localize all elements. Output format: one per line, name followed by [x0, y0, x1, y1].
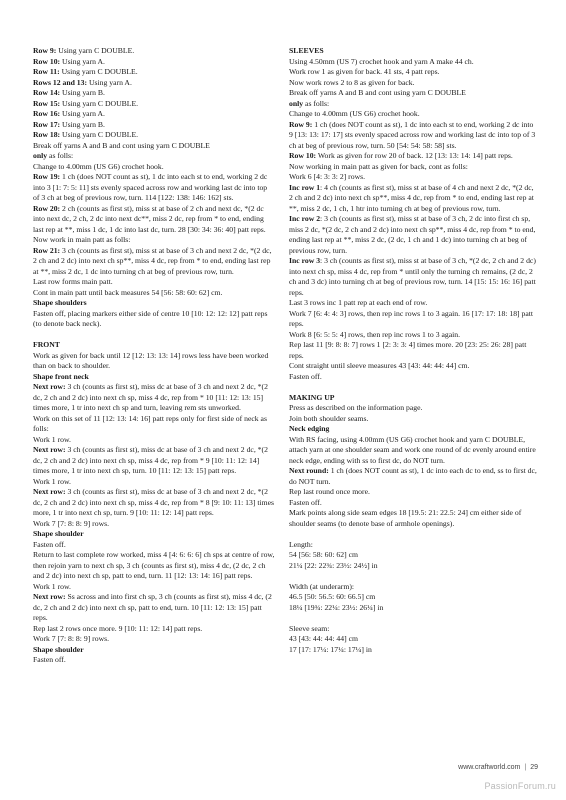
pattern-line	[289, 57, 537, 68]
pattern-line	[289, 634, 537, 645]
instruction-text: Now work rows 2 to 8 as given for back.	[289, 77, 415, 87]
bold-label: Row 19:	[33, 172, 61, 181]
pattern-line	[289, 151, 537, 162]
bold-label: Row 21:	[33, 245, 61, 255]
instruction-text: Length:	[289, 539, 313, 549]
bold-label: Next row:	[33, 592, 66, 601]
instruction-text: Using yarn C DOUBLE.	[59, 67, 138, 76]
instruction-text: Using yarn C DOUBLE.	[60, 98, 139, 108]
instruction-text: Width (at underarm):	[289, 581, 355, 591]
bold-label: Row 10:	[289, 151, 317, 160]
pattern-line	[33, 141, 275, 152]
pattern-line	[289, 592, 537, 603]
instruction-text: 18¼ [19¾: 22¼: 23½: 26¼] in	[289, 602, 384, 612]
pattern-line	[33, 477, 275, 488]
bold-label: Shape shoulder	[33, 644, 84, 654]
instruction-text: as folls:	[47, 151, 74, 160]
instruction-text: 43 [43: 44: 44: 44] cm	[289, 634, 358, 643]
pattern-line	[289, 309, 537, 330]
instruction-text: Work 1 row.	[33, 476, 71, 486]
instruction-text: Work 8 [6: 5: 5: 4] rows, then rep inc rows 1 to 3 again.	[289, 329, 461, 339]
instruction-text: : 3 ch (counts as first st), miss st at base of 3 ch, *(2 dc, 2 ch and 2 dc) into next ch sp, miss 4 dc, rep from * until only the turning ch remains, (2 dc, 2 ch and 3 dc) into turning ch at beg of previous row, turn. 14 [15: 15: 16: 16] patt reps.	[289, 256, 536, 297]
pattern-line	[289, 183, 537, 215]
instruction-text: Work 7 [7: 8: 8: 9] rows.	[33, 518, 110, 528]
pattern-line	[289, 403, 537, 414]
instruction-text: Work 7 [7: 8: 8: 9] rows.	[33, 634, 110, 643]
pattern-line	[289, 424, 537, 435]
instruction-text: Rep last 2 rows once more. 9 [10: 11: 12: 14] patt reps.	[33, 623, 203, 633]
pattern-line	[289, 361, 537, 372]
pattern-line	[289, 67, 537, 78]
pattern-line	[289, 88, 537, 99]
footer-separator: |	[524, 764, 527, 771]
instruction-text: Using yarn A.	[87, 77, 132, 87]
instruction-text: Fasten off, placing markers either side of centre 10 [10: 12: 12: 12] patt reps (to denote back neck).	[33, 308, 268, 328]
pattern-line	[33, 309, 275, 330]
footer-site: www.craftworld.com	[458, 764, 521, 771]
pattern-line	[289, 603, 537, 614]
bold-label: Row 14:	[33, 88, 61, 97]
instruction-text: Break off yarns A and B and cont using yarn C DOUBLE	[289, 88, 466, 97]
page-number: 29	[530, 764, 538, 771]
bold-label: Row 9:	[289, 119, 313, 129]
instruction-text: 46.5 [50: 56.5: 60: 66.5] cm	[289, 592, 376, 601]
pattern-line	[289, 582, 537, 593]
bold-label: Row 16:	[33, 109, 61, 118]
instruction-text: Fasten off.	[33, 539, 66, 549]
pattern-line	[289, 256, 537, 298]
pattern-line	[33, 592, 275, 624]
pattern-line	[33, 624, 275, 635]
pattern-line	[33, 120, 275, 131]
pattern-line	[33, 78, 275, 89]
pattern-line	[289, 162, 537, 173]
instruction-text: Work 1 row.	[33, 434, 71, 444]
pattern-line	[289, 340, 537, 361]
bold-label: Next row:	[33, 487, 66, 496]
instruction-text: 3 ch (counts as first st), miss dc at base of 3 ch and next 2 dc, *(2 dc, 2 ch and 2 dc) into next ch sp, miss 4 dc, rep from * 8 [9: 10: 11: 13] times more, 1 tr into next ch sp, turn. 9 [10: 11: 12: 14] patt reps.	[33, 487, 274, 517]
paragraph-gap	[289, 613, 537, 624]
bold-label: Shape front neck	[33, 371, 89, 381]
pattern-line	[33, 519, 275, 530]
instruction-text: 3 ch (counts as first st), miss st at base of 3 ch and next 2 dc, *(2 dc, 2 ch and 2 dc) into next ch sp**, miss 4 dc, rep from * to end, ending last rep at **, miss 2 dc, 1 dc into turning ch at beg of previous row, turn.	[33, 245, 272, 276]
pattern-line	[289, 561, 537, 572]
pattern-line	[33, 162, 275, 173]
instruction-text: Using yarn B.	[60, 88, 105, 97]
instruction-text: Rep last 11 [9: 8: 8: 7] rows 1 [2: 3: 3: 4] times more. 20 [23: 25: 26: 28] patt reps.	[289, 340, 527, 360]
instruction-text: 1 ch (does NOT count as st), 1 dc into each st to end, working 2 dc into 9 [13: 13: 17: 17] sts evenly spaced across row and working last dc into top of 3 ch at beg of previous row, turn. 50 [54: 54: 58: 58] sts.	[289, 119, 536, 150]
instruction-text: Sleeve seam:	[289, 623, 330, 633]
pattern-line	[289, 120, 537, 152]
instruction-text: Cont straight until sleeve measures 43 [43: 44: 44: 44] cm.	[289, 361, 470, 370]
bold-label: Row 11:	[33, 67, 60, 76]
bold-label: Inc row 3	[289, 256, 321, 265]
instruction-text: Cont in main patt until back measures 54 [56: 58: 60: 62] cm.	[33, 287, 223, 297]
instruction-text: 3 ch (counts as first st), miss dc at base of 3 ch and next 2 dc, *(2 dc, 2 ch and 2 dc) into next ch sp, miss 4 dc, rep from * 9 [10: 11: 12: 14] times more, 1 tr into next ch sp, turn. 10 [11: 12: 13: 15] patt reps.	[33, 445, 268, 475]
bold-label: Shape shoulders	[33, 298, 87, 307]
instruction-text: as folls:	[303, 98, 330, 108]
pattern-line	[289, 435, 537, 467]
instruction-text: 1 ch (does NOT count as st), 1 dc into each st to end, working 2 dc into 3 [1: 7: 5: 11] sts evenly spaced across row and working last dc into top of 3 ch at beg of previous row, turn. 114 [122: 138: 146: 162] sts.	[33, 172, 268, 202]
bold-label: only	[33, 151, 48, 160]
pattern-line	[289, 109, 537, 120]
pattern-line	[33, 235, 275, 246]
pattern-line	[33, 246, 275, 278]
instruction-text: Work 6 [4: 3: 3: 2] rows.	[289, 172, 366, 181]
bold-label: Next round:	[289, 466, 329, 475]
instruction-text: : 4 ch (counts as first st), miss st at base of 4 ch and next 2 dc, *(2 dc, 2 ch and 2 dc) into next ch sp**, miss 4 dc, rep from * to end, ending last rep at **, miss 2 dc, 1 ch, 1 htr into turning ch at beg of previous row, turn.	[289, 182, 534, 213]
pattern-line	[33, 382, 275, 414]
instruction-text: Using yarn C DOUBLE.	[60, 130, 139, 139]
pattern-line	[289, 624, 537, 635]
pattern-line	[289, 645, 537, 656]
pattern-line	[33, 99, 275, 110]
bold-label: Inc row 2	[289, 214, 321, 223]
bold-label: Inc row 1	[289, 182, 321, 192]
instruction-text: Now working in main patt as given for back, cont as folls:	[289, 161, 468, 171]
pattern-line	[289, 214, 537, 256]
instruction-text: Using yarn A.	[60, 109, 105, 118]
pattern-line	[33, 529, 275, 540]
instruction-text: Fasten off.	[289, 497, 322, 507]
pattern-line	[289, 498, 537, 509]
right-column	[289, 46, 537, 655]
instruction-text: Work as given for back until 12 [12: 13: 13: 14] rows less have been worked than on back to shoulder.	[33, 350, 269, 370]
bold-label: Row 10:	[33, 56, 61, 66]
pattern-line	[33, 414, 275, 435]
instruction-text: Join both shoulder seams.	[289, 413, 369, 423]
instruction-text: Ss across and into first ch sp, 3 ch (counts as first st), miss 4 dc, (2 dc, 2 ch and 2 dc) into next ch sp, patt to end, turn. 10 [11: 12: 13: 15] patt reps.	[33, 592, 272, 622]
pattern-line	[33, 130, 275, 141]
instruction-text: Work on this set of 11 [12: 13: 14: 16] patt reps only for first side of neck as folls:	[33, 413, 267, 433]
pattern-line	[33, 277, 275, 288]
instruction-text: Break off yarns A and B and cont using yarn C DOUBLE	[33, 140, 210, 150]
instruction-text: 21¼ [22: 22¾: 23½: 24½] in	[289, 560, 378, 570]
instruction-text: Using 4.50mm (US 7) crochet hook and yarn A make 44 ch.	[289, 56, 474, 66]
pattern-line	[289, 372, 537, 383]
pattern-line	[289, 330, 537, 341]
instruction-text: 2 ch (counts as first st), miss st at base of 2 ch and next dc, *(2 dc into next dc, 2 ch, 2 dc into next dc**, miss 2 dc, rep from * to end, ending last rep at **, miss 1 dc, 1 dc into last dc, turn. 28 [30: 34: 36: 40] patt reps.	[33, 203, 266, 234]
pattern-line	[33, 351, 275, 372]
bold-label: Row 9:	[33, 46, 57, 55]
bold-label: Row 15:	[33, 98, 61, 108]
pattern-line	[33, 288, 275, 299]
pattern-line	[289, 298, 537, 309]
pattern-line	[289, 78, 537, 89]
instruction-text: Work 1 row.	[33, 581, 71, 591]
pattern-line	[289, 393, 537, 404]
left-column	[33, 46, 275, 666]
instruction-text: Last row forms main patt.	[33, 277, 113, 286]
paragraph-gap	[289, 571, 537, 582]
bold-label: only	[289, 98, 304, 108]
pattern-line	[289, 172, 537, 183]
instruction-text: Using yarn C DOUBLE.	[56, 46, 135, 55]
pattern-line	[289, 550, 537, 561]
bold-label: Next row:	[33, 445, 66, 454]
instruction-text: Press as described on the information page.	[289, 403, 423, 412]
bold-label: SLEEVES	[289, 46, 324, 55]
pattern-line	[289, 99, 537, 110]
pattern-line	[33, 88, 275, 99]
pattern-line	[289, 466, 537, 487]
pattern-line	[33, 57, 275, 68]
pattern-line	[289, 46, 537, 57]
instruction-text: 1 ch (does NOT count as st), 1 dc into each dc to end, ss to first dc, do NOT turn.	[289, 466, 537, 486]
pattern-line	[289, 414, 537, 425]
bold-label: Row 18:	[33, 130, 61, 139]
pattern-line	[33, 151, 275, 162]
instruction-text: Change to 4.00mm (US G6) crochet hook.	[33, 161, 164, 171]
pattern-line	[33, 540, 275, 551]
bold-label: Next row:	[33, 382, 66, 391]
pattern-line	[33, 445, 275, 477]
pattern-line	[33, 298, 275, 309]
instruction-text: With RS facing, using 4.00mm (US G6) crochet hook and yarn C DOUBLE, attach yarn at one shoulder seam and work one round of dc evenly around entire neck edge, ending with ss to first dc, do NOT turn.	[289, 434, 536, 465]
instruction-text: 17 [17: 17¼: 17¼: 17¼] in	[289, 644, 372, 654]
bold-label: Row 20:	[33, 203, 61, 213]
instruction-text: : 3 ch (counts as first st), miss st at base of 3 ch, 2 dc into first ch sp, miss 2 dc, *(2 dc, 2 ch and 2 dc) into next ch sp**, miss 4 dc, rep from * to end, ending last rep at **, miss 2 dc, (2 dc, 1 ch and 1 dc) into turning ch at beg of previous row, turn.	[289, 214, 536, 255]
pattern-line	[33, 634, 275, 645]
watermark: PassionForum.ru	[484, 781, 556, 791]
instruction-text: Using yarn B.	[60, 119, 105, 129]
pattern-line	[33, 372, 275, 383]
instruction-text: Fasten off.	[33, 655, 66, 664]
bold-label: MAKING UP	[289, 392, 335, 402]
paragraph-gap	[289, 529, 537, 540]
instruction-text: Last 3 rows inc 1 patt rep at each end of row.	[289, 298, 428, 307]
pattern-line	[33, 109, 275, 120]
bold-label: Row 17:	[33, 119, 61, 129]
instruction-text: Using yarn A.	[60, 56, 105, 66]
paragraph-gap	[289, 382, 537, 393]
pattern-line	[33, 204, 275, 236]
pattern-line	[33, 172, 275, 204]
bold-label: FRONT	[33, 340, 60, 349]
instruction-text: Return to last complete row worked, miss 4 [4: 6: 6: 6] ch sps at centre of row, then rejoin yarn to next ch sp, 3 ch (counts as first st), miss 4 dc, (2 dc, 2 ch and 2 dc) into next ch sp, patt to end, turn. 11 [12: 13: 14: 16] patt reps.	[33, 550, 275, 580]
paragraph-gap	[33, 330, 275, 341]
page-footer	[458, 764, 538, 771]
pattern-line	[33, 655, 275, 666]
instruction-text: Rep last round once more.	[289, 487, 370, 496]
instruction-text: Mark points along side seam edges 18 [19.5: 21: 22.5: 24] cm either side of shoulder seams (to denote base of armhole openings).	[289, 508, 522, 528]
instruction-text: 3 ch (counts as first st), miss dc at base of 3 ch and next 2 dc, *(2 dc, 2 ch and 2 dc) into next ch sp, miss 4 dc, rep from * 10 [11: 12: 13: 15] times more, 1 tr into next ch sp and turn, leaving rem sts unworked.	[33, 382, 268, 412]
bold-label: Neck edging	[289, 424, 330, 433]
pattern-line	[289, 508, 537, 529]
bold-label: Shape shoulder	[33, 529, 84, 538]
pattern-line	[33, 582, 275, 593]
instruction-text: Now work in main patt as folls:	[33, 235, 131, 244]
instruction-text: Work as given for row 20 of back. 12 [13: 13: 14: 14] patt reps.	[316, 151, 513, 160]
pattern-line	[33, 340, 275, 351]
instruction-text: Fasten off.	[289, 371, 322, 381]
pattern-line	[33, 46, 275, 57]
pattern-line	[33, 645, 275, 656]
instruction-text: Work row 1 as given for back. 41 sts, 4 patt reps.	[289, 67, 440, 76]
pattern-line	[33, 550, 275, 582]
pattern-line	[289, 540, 537, 551]
instruction-text: Work 7 [6: 4: 4: 3] rows, then rep inc rows 1 to 3 again. 16 [17: 17: 18: 18] patt reps.	[289, 308, 534, 328]
pattern-line	[289, 487, 537, 498]
instruction-text: 54 [56: 58: 60: 62] cm	[289, 550, 358, 559]
instruction-text: Change to 4.00mm (US G6) crochet hook.	[289, 109, 420, 118]
pattern-line	[33, 67, 275, 78]
bold-label: Rows 12 and 13:	[33, 77, 88, 87]
pattern-line	[33, 435, 275, 446]
pattern-line	[33, 487, 275, 519]
